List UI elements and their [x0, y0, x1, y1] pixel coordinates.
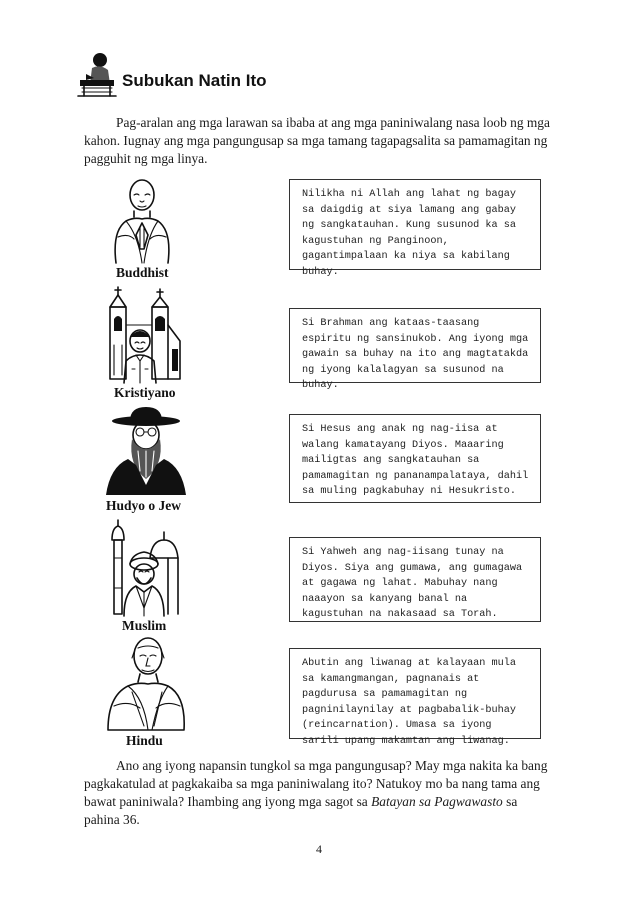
- jewish-rabbi-icon: [102, 405, 190, 497]
- instructions-paragraph: Pag-aralan ang mga larawan sa ibaba at ang mga paniniwalang nasa loob ng mga kahon. Iugnay ang mga pangungusap sa mga tamang tagapagsalita sa pamamagitan ng pagguhit ng mga linya.: [84, 115, 550, 166]
- christian-church-icon: [102, 285, 182, 385]
- closing-paragraph: [84, 757, 554, 829]
- hindu-monk-icon: [104, 636, 188, 732]
- student-reading-icon: [76, 50, 118, 98]
- belief-box-3: Si Hesus ang anak ng nag-iisa at walang kamatayang Diyos. Maaaring mailigtas ang sangkatauhan sa pamamagitan ng pananampalataya, dahil sa muling pagkabuhay ni Hesukristo.: [289, 414, 541, 503]
- page-number: 4: [316, 842, 322, 856]
- figure-label-muslim: Muslim: [122, 618, 167, 633]
- belief-box-4: Si Yahweh ang nag-iisang tunay na Diyos. Siya ang gumawa, ang gumagawa at gagawa ng lahat. Mabuhay nang naaayon sa kanyang banal na kagustuhan na nakasaad sa Torah.: [289, 537, 541, 622]
- figure-label-hindu: Hindu: [126, 733, 163, 748]
- buddhist-monk-icon: [104, 175, 180, 265]
- belief-box-1: Nilikha ni Allah ang lahat ng bagay sa daigdig at siya lamang ang gabay ng sangkatauhan. Kung susunod ka sa kagustuhan ng Panginoon, gagantimpalaan ka niya sa kabilang buhay.: [289, 179, 541, 270]
- figure-label-buddhist: Buddhist: [116, 265, 169, 280]
- muslim-mosque-icon: [106, 518, 182, 618]
- figure-label-hudyo: Hudyo o Jew: [106, 498, 182, 513]
- closing-text: Ano ang iyong napansin tungkol sa mga pangungusap? May mga nakita ka bang pagkakatulad at pagkakaiba sa mga paniniwalang ito? Natukoy mo ba nang tama ang bawat paniniwala? Ihambing ang iyong mga sagot sa: [84, 758, 548, 809]
- answer-key-reference: Batayan sa Pagwawasto: [371, 794, 503, 809]
- section-title: Subukan Natin Ito: [122, 71, 267, 90]
- belief-box-5: Abutin ang liwanag at kalayaan mula sa kamangmangan, pagnanais at pagdurusa sa pamamagitan ng pagninilaynilay at pagbabalik-buhay (reincarnation). Umasa sa iyong sarili upang makamtan ang liwanag.: [289, 648, 541, 739]
- figure-label-kristiyano: Kristiyano: [114, 385, 176, 400]
- belief-box-2: Si Brahman ang kataas-taasang espiritu ng sansinukob. Ang iyong mga gawain sa buhay na ito ang magtatakda ng iyong kalalagyan sa susunod na buhay.: [289, 308, 541, 383]
- closing-suffix: sa pahina 36.: [84, 794, 518, 827]
